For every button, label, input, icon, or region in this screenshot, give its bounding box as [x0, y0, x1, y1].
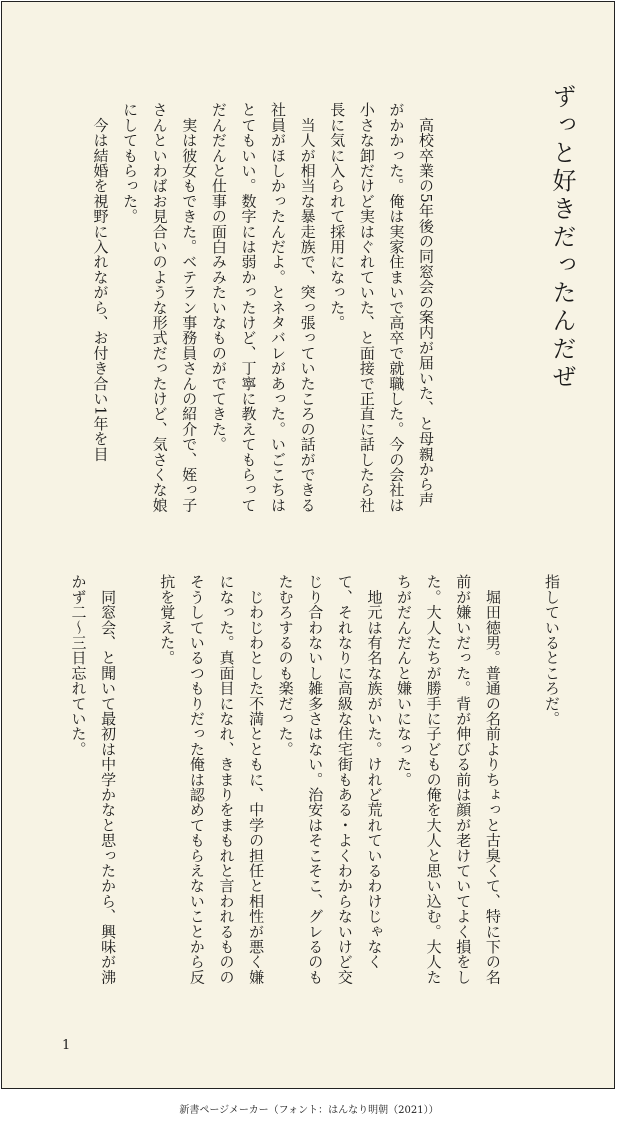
body-text-lower: 指しているところだ。 堀田徳男。普通の名前よりちょっと古臭くて、特に下の名前が嫌いだった。背が伸びる前は顔が老けていてよく損をした。大人たちが勝手に子どもの俺を大人と思い込む。大人たちがだんだんと嫌いになった。 地元は有名な族がいた。けれど荒れているわけじゃなくて、それなりに高級な住宅街もある・よくわからないけど交じり合わないし雑多さはない。治安はそこそこ、グレるのもたむろするのも楽だった。 じわじわとした不満とともに、中学の担任と相性が悪く嫌になった。真面目になれ、きまりをまもれと言われるもののそうしているつもりだった俺は認めてもらえないことから反抗を覚えた。 同窓会、と聞いて最初は中学かなと思ったから、興味が沸かず二～三日忘れていた。: [69, 574, 561, 985]
book-page: [1, 1, 615, 1089]
generator-credit: 新書ページメーカー（フォント：はんなり明朝（2021））: [179, 1105, 439, 1116]
story-title: ずっと好きだったんだぜ: [548, 84, 576, 392]
page-number: 1: [62, 1038, 71, 1053]
body-text-upper: 高校卒業の5年後の同窓会の案内が届いた、と母親から声がかかった。俺は実家住まいで高卒で就職した。今の会社は小さな卸だけど実はぐれていた、と面接で正直に話したら社長に気に入られて採用になった。 当人が相当な暴走族で、突っ張っていたころの話ができる社員がほしかったんだよ。とネタバレがあった。いごこちはとてもいい。数字には弱かったけど、丁寧に教えてもらってだんだんと仕事の面白みみたいなものがでてきた。 実は彼女もできた。ベテラン事務員さんの紹介で、姪っ子さんといわばお見合いのような形式だったけど、気さくな娘にしてもらった。 今は結婚を視野に入れながら、お付き合い1年を目: [91, 102, 435, 513]
